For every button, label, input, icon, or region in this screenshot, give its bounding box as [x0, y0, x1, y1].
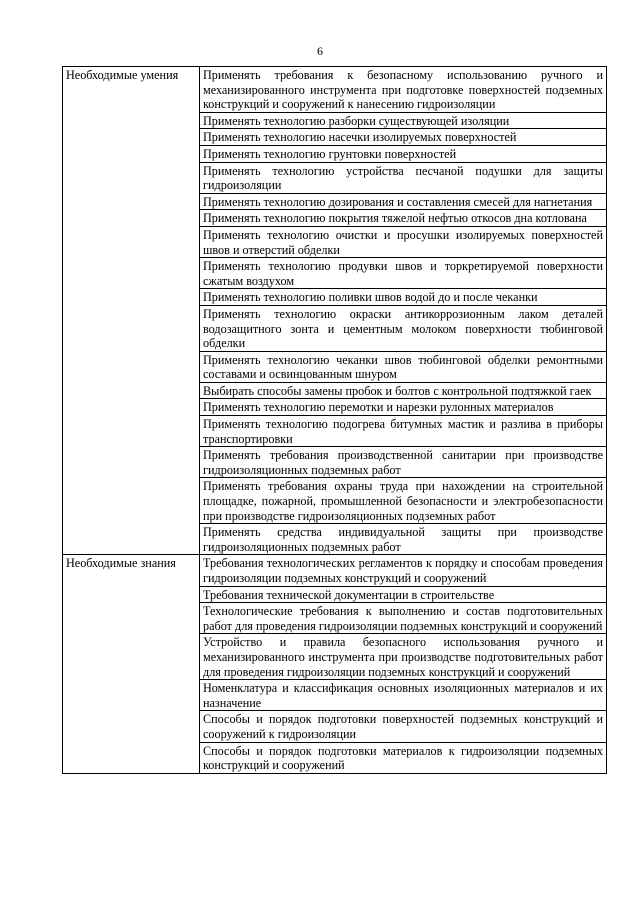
table-row — [63, 555, 607, 586]
requirement-item: Применять технологию очистки и просушки изолируемых поверхностей швов и отверстий обделки — [200, 226, 607, 257]
requirement-item: Применять технологию перемотки и нарезки рулонных материалов — [200, 399, 607, 416]
table-body — [63, 67, 607, 774]
requirement-item: Применять технологию разборки существующей изоляции — [200, 112, 607, 129]
requirement-item: Применять требования производственной санитарии при производстве гидроизоляционных подземных работ — [200, 447, 607, 478]
requirement-item: Требования технической документации в строительстве — [200, 586, 607, 603]
page-number: 6 — [317, 44, 323, 58]
section-title: Необходимые знания — [63, 555, 200, 773]
section-title: Необходимые умения — [63, 67, 200, 555]
requirement-item: Применять технологию поливки швов водой до и после чеканки — [200, 289, 607, 306]
requirement-item: Требования технологических регламентов к порядку и способам проведения гидроизоляции подземных конструкций и сооружений — [200, 555, 607, 586]
requirement-item: Способы и порядок подготовки поверхностей подземных конструкций и сооружений к гидроизоляции — [200, 711, 607, 742]
requirement-item: Выбирать способы замены пробок и болтов с контрольной подтяжкой гаек — [200, 382, 607, 399]
requirement-item: Технологические требования к выполнению и состав подготовительных работ для проведения гидроизоляции подземных конструкций и сооружений — [200, 603, 607, 634]
requirement-item: Применять технологию дозирования и составления смесей для нагнетания — [200, 193, 607, 210]
requirement-item: Применять технологию устройства песчаной подушки для защиты гидроизоляции — [200, 162, 607, 193]
requirement-item: Номенклатура и классификация основных изоляционных материалов и их назначение — [200, 680, 607, 711]
requirement-item: Способы и порядок подготовки материалов к гидроизоляции подземных конструкций и сооружений — [200, 742, 607, 773]
requirements-table — [62, 66, 607, 774]
requirement-item: Применять требования охраны труда при нахождении на строительной площадке, пожарной, промышленной безопасности и электробезопасности при производстве гидроизоляционных подземных работ — [200, 478, 607, 524]
table-row — [63, 67, 607, 113]
requirement-item: Устройство и правила безопасного использования ручного и механизированного инструмента при производстве подготовительных работ для проведения гидроизоляции подземных конструкций и сооружений — [200, 634, 607, 680]
requirement-item: Применять технологию грунтовки поверхностей — [200, 145, 607, 162]
requirement-item: Применять требования к безопасному использованию ручного и механизированного инструмента при подготовке поверхностей подземных конструкций и сооружений к нанесению гидроизоляции — [200, 67, 607, 113]
requirement-item: Применять технологию чеканки швов тюбинговой обделки ремонтными составами и освинцованным шнуром — [200, 351, 607, 382]
requirement-item: Применять технологию насечки изолируемых поверхностей — [200, 129, 607, 146]
requirement-item: Применять технологию продувки швов и торкретируемой поверхности сжатым воздухом — [200, 258, 607, 289]
requirement-item: Применять технологию окраски антикоррозионным лаком деталей водозащитного зонта и цементным молоком поверхности тюбинговой обделки — [200, 305, 607, 351]
requirement-item: Применять технологию подогрева битумных мастик и разлива в приборы транспортировки — [200, 416, 607, 447]
requirement-item: Применять средства индивидуальной защиты при производстве гидроизоляционных подземных работ — [200, 524, 607, 555]
requirement-item: Применять технологию покрытия тяжелой нефтью откосов дна котлована — [200, 210, 607, 227]
